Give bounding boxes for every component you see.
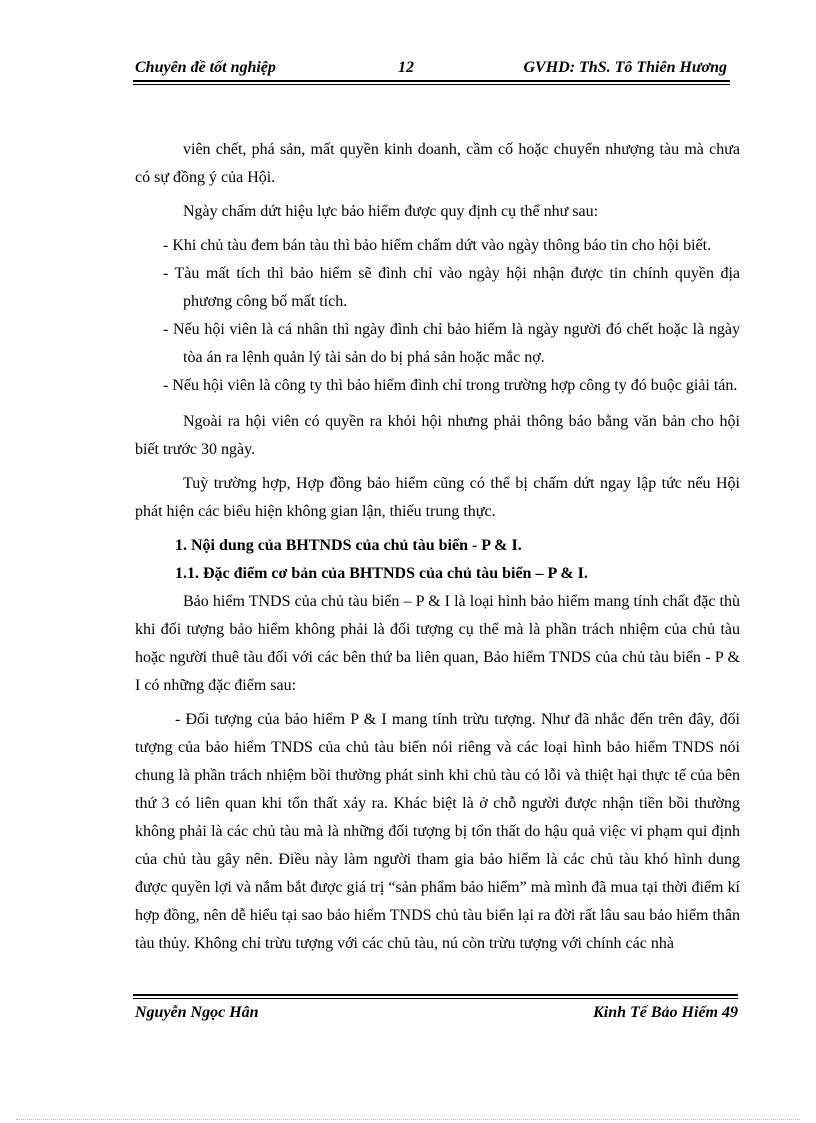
header-rule xyxy=(133,80,730,85)
header-document-title: Chuyên đề tốt nghiệp xyxy=(135,59,276,76)
list-item: - Tàu mất tích thì bảo hiểm sẽ đình chỉ vào ngày hội nhận được tin chính quyền địa phương công bố mất tích. xyxy=(163,265,740,310)
header-advisor: GVHD: ThS. Tô Thiên Hương xyxy=(523,59,727,76)
footer-author: Nguyễn Ngọc Hân xyxy=(135,1004,259,1021)
page-bottom-dotted-line xyxy=(16,1119,800,1120)
paragraph-termination-date-intro: Ngày chấm dứt hiệu lực bảo hiểm được quy định cụ thể như sau: xyxy=(183,203,599,220)
paragraph-characteristics-intro: Bảo hiểm TNDS của chủ tàu biển – P & I là loại hình bảo hiểm mang tính chất đặc thù khi đối tượng bảo hiểm không phải là đối tượng cụ thể mà là phần trách nhiệm của chủ tàu hoặc người thuê tàu đối với các bên thứ ba liên quan, Bảo hiểm TNDS của chủ tàu biển - P & I có những đặc điểm sau: xyxy=(135,593,740,694)
list-item: - Nếu hội viên là cá nhân thì ngày đình chỉ bảo hiểm là ngày người đó chết hoặc là ngày tòa án ra lệnh quản lý tài sản do bị phá sản hoặc mắc nợ. xyxy=(163,321,740,366)
footer-class: Kinh Tế Bảo Hiểm 49 xyxy=(593,1004,738,1021)
list-item: - Nếu hội viên là công ty thì bảo hiểm đình chỉ trong trường hợp công ty đó buộc giải tán. xyxy=(163,377,738,394)
paragraph-continuation: viên chết, phá sản, mất quyền kinh doanh, cầm cố hoặc chuyển nhượng tàu mà chưa có sự đồng ý của Hội. xyxy=(135,141,740,186)
subsection-heading: 1.1. Đặc điểm cơ bản của BHTNDS của chủ tàu biển – P & I. xyxy=(175,565,588,582)
page-footer xyxy=(133,1002,738,1028)
termination-list xyxy=(135,232,740,400)
paragraph-member-withdrawal: Ngoài ra hội viên có quyền ra khỏi hội nhưng phải thông báo bằng văn bản cho hội biết trước 30 ngày. xyxy=(135,413,740,458)
paragraph-immediate-termination: Tuỳ trường hợp, Hợp đồng bảo hiểm cũng có thể bị chấm dứt ngay lập tức nếu Hội phát hiện các biểu hiện không gian lận, thiếu trung thực. xyxy=(135,475,740,520)
header-page-number: 12 xyxy=(398,59,414,76)
footer-rule xyxy=(133,994,738,999)
paragraph-abstract-subject: - Đối tượng của bảo hiểm P & I mang tính trừu tượng. Như đã nhắc đến trên đây, đối tượng của bảo hiểm TNDS của chủ tàu biển nói riêng và các loại hình bảo hiểm TNDS nói chung là phần trách nhiệm bồi thường phát sinh khi chủ tàu có lỗi và thiệt hại thực tế của bên thứ 3 có liên quan khi tổn thất xảy ra. Khác biệt là ở chỗ người được nhận tiền bồi thường không phải là các chủ tàu mà là những đối tượng bị tổn thất do hậu quả việc vi phạm qui định của chủ tàu gây nên. Điều này làm người tham gia bảo hiểm là các chủ tàu khó hình dung được quyền lợi và nắm bắt được giá trị “sản phẩm bảo hiểm” mà mình đã mua tại thời điểm kí hợp đồng, nên dễ hiểu tại sao bảo hiểm TNDS chủ tàu biển lại ra đời rất lâu sau bảo hiểm thân tàu thủy. Không chỉ trừu tượng với các chủ tàu, nú còn trừu tượng với chính các nhà xyxy=(135,711,740,952)
section-heading: 1. Nội dung của BHTNDS của chủ tàu biển - P & I. xyxy=(175,537,522,554)
page-body xyxy=(135,136,740,958)
list-item: - Khi chủ tàu đem bán tàu thì bảo hiểm chấm dứt vào ngày thông báo tin cho hội biết. xyxy=(163,237,712,254)
page-header xyxy=(133,56,730,82)
